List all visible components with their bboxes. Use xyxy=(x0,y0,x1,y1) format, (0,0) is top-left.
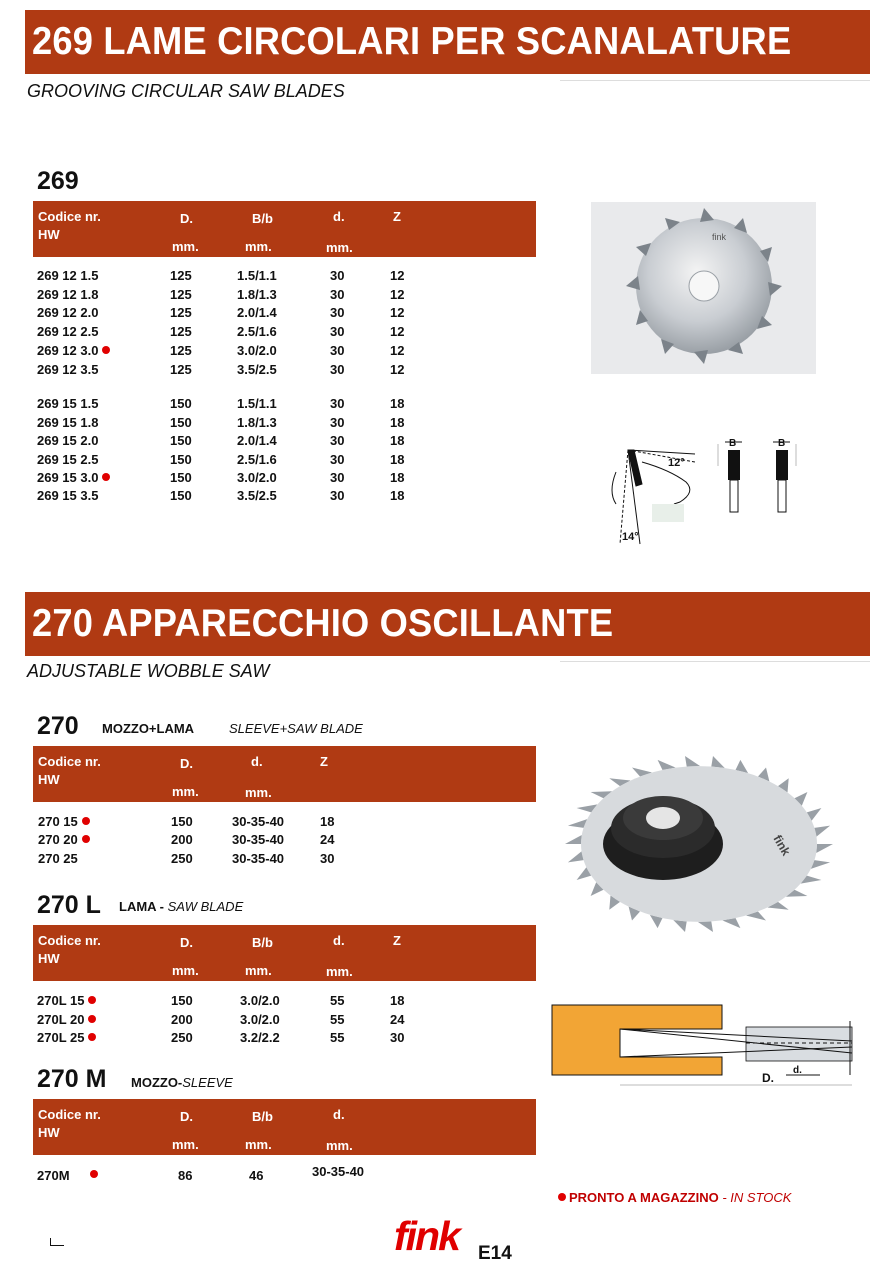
in-stock-dot-icon xyxy=(102,346,110,354)
unit-bore: mm. xyxy=(245,785,272,800)
angle-14-label: 14° xyxy=(622,531,639,543)
saw-blade-photo xyxy=(591,202,816,374)
cell-teeth: 18 xyxy=(390,452,405,467)
cell-teeth: 12 xyxy=(390,343,405,358)
cell-bore: 30 xyxy=(330,343,345,358)
wobble-saw-photo xyxy=(565,752,837,934)
cell-diameter: 125 xyxy=(170,287,192,302)
cell-code: 269 12 1.5 xyxy=(37,268,99,283)
cell-thickness: 3.5/2.5 xyxy=(237,362,277,377)
table-270m-header xyxy=(33,1099,536,1155)
cell-code: 269 12 3.5 xyxy=(37,362,99,377)
cell-bore: 30 xyxy=(330,452,345,467)
cell-bore: 30-35-40 xyxy=(232,832,285,847)
stock-legend: PRONTO A MAGAZZINO - IN STOCK xyxy=(558,1190,791,1205)
cell-teeth: 12 xyxy=(390,268,405,283)
in-stock-dot-icon xyxy=(82,817,90,825)
cell-diameter: 250 xyxy=(171,1030,193,1045)
cell-code: 269 12 2.0 xyxy=(37,305,99,320)
unit-bb: mm. xyxy=(245,963,272,978)
cell-teeth: 12 xyxy=(390,287,405,302)
section-270m-label: MOZZO-SLEEVE xyxy=(131,1075,233,1090)
header-bb: B/b xyxy=(252,1109,273,1124)
header-d: D. xyxy=(180,1109,193,1124)
section-269-subtitle: GROOVING CIRCULAR SAW BLADES xyxy=(27,81,345,101)
section-270l-code: 270 L xyxy=(37,891,101,919)
cell-code: 269 15 1.8 xyxy=(37,415,99,430)
cell-thickness: 3.5/2.5 xyxy=(237,488,277,503)
header-z: Z xyxy=(320,754,328,769)
cell-code: 269 15 3.5 xyxy=(37,488,99,503)
cell-teeth: 24 xyxy=(390,1012,405,1027)
table-270-header xyxy=(33,746,536,802)
bore-label: d. xyxy=(793,1065,802,1076)
cell-teeth: 12 xyxy=(390,305,405,320)
cell-diameter: 86 xyxy=(178,1168,193,1183)
unit-bb: mm. xyxy=(245,1137,272,1152)
header-d: D. xyxy=(180,935,193,950)
cell-teeth: 30 xyxy=(320,851,335,866)
section-270l-label: LAMA - SAW BLADE xyxy=(119,899,244,914)
cell-code: 270 25 xyxy=(38,851,78,866)
header-bore: d. xyxy=(333,933,345,948)
cell-diameter: 150 xyxy=(170,488,192,503)
table-270l-header xyxy=(33,925,536,981)
header-codice: Codice nr. xyxy=(38,933,101,948)
section-270-banner: 270 APPARECCHIO OSCILLANTE xyxy=(25,592,870,656)
header-bore: d. xyxy=(333,209,345,224)
cell-diameter: 150 xyxy=(170,452,192,467)
cell-diameter: 250 xyxy=(171,851,193,866)
cell-thickness: 2.0/1.4 xyxy=(237,433,277,448)
header-z: Z xyxy=(393,933,401,948)
in-stock-dot-icon xyxy=(88,1015,96,1023)
cell-thickness: 3.0/2.0 xyxy=(240,993,280,1008)
cell-diameter: 125 xyxy=(170,268,192,283)
stock-dot-icon xyxy=(558,1193,566,1201)
cell-diameter: 125 xyxy=(170,343,192,358)
cell-teeth: 12 xyxy=(390,362,405,377)
b-label-1: B xyxy=(729,438,737,449)
cell-diameter: 125 xyxy=(170,305,192,320)
cell-thickness: 2.0/1.4 xyxy=(237,305,277,320)
cell-thickness: 3.0/2.0 xyxy=(240,1012,280,1027)
cell-diameter: 200 xyxy=(171,832,193,847)
header-d: D. xyxy=(180,211,193,226)
svg-text:fink: fink xyxy=(712,232,727,242)
section-270-label: MOZZO+LAMA xyxy=(102,721,195,736)
cell-bore: 30 xyxy=(330,396,345,411)
svg-text:fink: fink xyxy=(770,832,794,858)
cell-bore: 30 xyxy=(330,324,345,339)
cell-bore: 30-35-40 xyxy=(232,851,285,866)
cell-diameter: 150 xyxy=(171,814,193,829)
cell-teeth: 18 xyxy=(390,415,405,430)
cell-diameter: 150 xyxy=(170,433,192,448)
header-codice: Codice nr. xyxy=(38,754,101,769)
cell-bore: 30 xyxy=(330,433,345,448)
unit-d: mm. xyxy=(172,1137,199,1152)
cell-thickness: 3.0/2.0 xyxy=(237,470,277,485)
cell-thickness: 46 xyxy=(249,1168,264,1183)
cell-bore: 55 xyxy=(330,1030,345,1045)
cell-code: 270 15 xyxy=(38,814,90,829)
in-stock-dot-icon xyxy=(88,996,96,1004)
header-hw: HW xyxy=(38,1125,60,1140)
cell-thickness: 3.2/2.2 xyxy=(240,1030,280,1045)
header-bore: d. xyxy=(333,1107,345,1122)
cell-bore: 30 xyxy=(330,305,345,320)
cell-code: 270 20 xyxy=(38,832,90,847)
section-270m-code: 270 M xyxy=(37,1065,107,1093)
table-269-header xyxy=(33,201,536,257)
cell-code: 269 15 2.0 xyxy=(37,433,99,448)
cell-bore: 30 xyxy=(330,415,345,430)
header-hw: HW xyxy=(38,772,60,787)
fink-logo: fink xyxy=(394,1213,459,1259)
cell-thickness: 2.5/1.6 xyxy=(237,452,277,467)
cell-code: 269 12 1.8 xyxy=(37,287,99,302)
cell-bore: 30 xyxy=(330,488,345,503)
header-hw: HW xyxy=(38,227,60,242)
cell-code: 269 15 3.0 xyxy=(37,470,110,485)
section-269-banner: 269 LAME CIRCOLARI PER SCANALATURE xyxy=(25,10,870,74)
in-stock-dot-icon xyxy=(88,1033,96,1041)
header-bb: B/b xyxy=(252,211,273,226)
cell-teeth: 18 xyxy=(390,488,405,503)
divider xyxy=(560,80,870,81)
cell-bore: 30 xyxy=(330,470,345,485)
cell-code: 270L 20 xyxy=(37,1012,96,1027)
header-z: Z xyxy=(393,209,401,224)
unit-d: mm. xyxy=(172,784,199,799)
unit-bb: mm. xyxy=(245,239,272,254)
section-270-label-en: SLEEVE+SAW BLADE xyxy=(229,721,363,736)
cell-diameter: 150 xyxy=(170,470,192,485)
cell-diameter: 125 xyxy=(170,362,192,377)
cell-thickness: 1.8/1.3 xyxy=(237,415,277,430)
cell-thickness: 2.5/1.6 xyxy=(237,324,277,339)
cell-teeth: 18 xyxy=(390,433,405,448)
cell-bore: 30 xyxy=(330,287,345,302)
header-bb: B/b xyxy=(252,935,273,950)
divider xyxy=(560,661,870,662)
header-codice: Codice nr. xyxy=(38,1107,101,1122)
cell-thickness: 1.5/1.1 xyxy=(237,268,277,283)
cell-code: 270M xyxy=(37,1168,70,1183)
cell-diameter: 125 xyxy=(170,324,192,339)
cell-teeth: 30 xyxy=(390,1030,405,1045)
unit-bore: mm. xyxy=(326,964,353,979)
unit-d: mm. xyxy=(172,239,199,254)
cell-bore: 30 xyxy=(330,268,345,283)
cell-code: 269 15 1.5 xyxy=(37,396,99,411)
section-269-code: 269 xyxy=(37,167,79,195)
section-270-code: 270 xyxy=(37,712,79,740)
cell-code: 270L 15 xyxy=(37,993,96,1008)
section-270-subtitle: ADJUSTABLE WOBBLE SAW xyxy=(27,661,270,681)
cell-code: 269 12 2.5 xyxy=(37,324,99,339)
cell-teeth: 18 xyxy=(320,814,335,829)
page-number: E14 xyxy=(478,1243,512,1264)
cell-diameter: 200 xyxy=(171,1012,193,1027)
cell-teeth: 18 xyxy=(390,396,405,411)
cell-thickness: 1.5/1.1 xyxy=(237,396,277,411)
unit-bore: mm. xyxy=(326,1138,353,1153)
cell-thickness: 1.8/1.3 xyxy=(237,287,277,302)
cell-teeth: 24 xyxy=(320,832,335,847)
cell-bore: 55 xyxy=(330,1012,345,1027)
cell-code: 269 12 3.0 xyxy=(37,343,110,358)
cell-bore: 30 xyxy=(330,362,345,377)
diameter-label: D. xyxy=(762,1071,774,1085)
cell-bore: 55 xyxy=(330,993,345,1008)
cell-diameter: 150 xyxy=(170,396,192,411)
header-codice: Codice nr. xyxy=(38,209,101,224)
crop-mark xyxy=(50,1238,64,1246)
wobble-section-diagram xyxy=(550,1003,855,1088)
cell-teeth: 18 xyxy=(390,470,405,485)
cell-code: 270L 25 xyxy=(37,1030,96,1045)
in-stock-dot-icon xyxy=(102,473,110,481)
cell-diameter: 150 xyxy=(171,993,193,1008)
in-stock-dot-icon xyxy=(90,1170,98,1178)
b-label-2: B xyxy=(778,438,786,449)
unit-d: mm. xyxy=(172,963,199,978)
cell-diameter: 150 xyxy=(170,415,192,430)
header-hw: HW xyxy=(38,951,60,966)
cell-bore: 30-35-40 xyxy=(232,814,285,829)
tooth-profile-diagram xyxy=(600,432,820,552)
cell-teeth: 12 xyxy=(390,324,405,339)
cell-thickness: 3.0/2.0 xyxy=(237,343,277,358)
angle-12-label: 12° xyxy=(668,457,685,469)
cell-teeth: 18 xyxy=(390,993,405,1008)
unit-bore: mm. xyxy=(326,240,353,255)
cell-code: 269 15 2.5 xyxy=(37,452,99,467)
in-stock-dot-icon xyxy=(82,835,90,843)
cell-bore: 30-35-40 xyxy=(312,1164,365,1179)
header-d: D. xyxy=(180,756,193,771)
header-bore: d. xyxy=(251,754,263,769)
